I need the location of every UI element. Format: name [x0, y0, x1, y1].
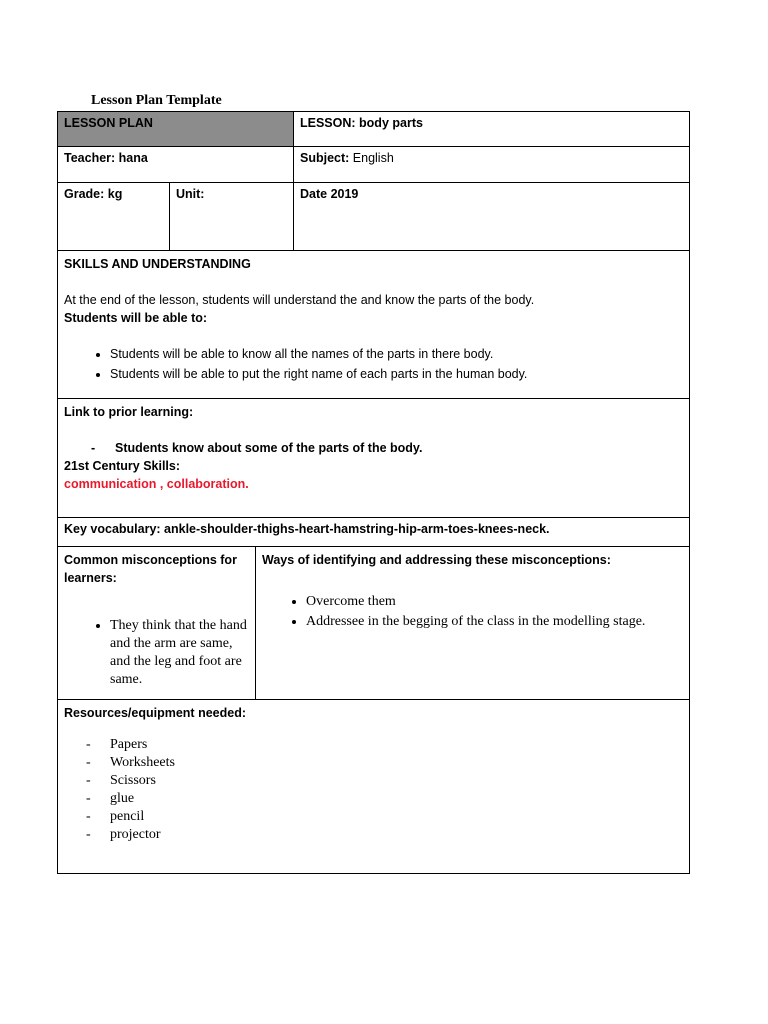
- prior-heading: Link to prior learning:: [64, 405, 194, 419]
- list-item: - Worksheets: [110, 754, 683, 772]
- grade-label: Grade: kg: [64, 187, 123, 201]
- date-label: Date 2019: [300, 187, 359, 201]
- list-item: - glue: [110, 790, 683, 808]
- list-item: - Papers: [110, 736, 683, 754]
- unit-cell: [170, 183, 294, 251]
- lesson-plan-header-cell: [58, 112, 294, 147]
- skills-list: [64, 345, 683, 383]
- resources-heading: Resources/equipment needed:: [64, 706, 246, 720]
- skills-heading: SKILLS AND UNDERSTANDING: [64, 257, 251, 271]
- resources-cell: [58, 700, 690, 874]
- subject-cell: [294, 147, 690, 183]
- misconceptions-right-cell: [256, 547, 690, 700]
- list-item: - Scissors: [110, 772, 683, 790]
- list-item: • Students will be able to put the right name of each parts in the human body.: [110, 365, 683, 383]
- addressing-list: [262, 593, 683, 631]
- century-heading: 21st Century Skills:: [64, 459, 181, 473]
- vocabulary-text: Key vocabulary: ankle-shoulder-thighs-heart-hamstring-hip-arm-toes-knees-neck.: [64, 522, 550, 536]
- list-item: • Students will be able to know all the names of the parts in there body.: [110, 345, 683, 363]
- misconceptions-list: [64, 617, 249, 689]
- grade-cell: [58, 183, 170, 251]
- date-cell: [294, 183, 690, 251]
- lesson-label: LESSON: body parts: [300, 116, 423, 130]
- list-item: - pencil: [110, 808, 683, 826]
- skills-cell: [58, 251, 690, 399]
- lesson-plan-label: LESSON PLAN: [64, 116, 153, 130]
- document-title: Lesson Plan Template: [91, 93, 222, 108]
- prior-list: [64, 439, 683, 457]
- addressing-heading: Ways of identifying and addressing these misconceptions:: [262, 553, 611, 567]
- able-heading: Students will be able to:: [64, 311, 208, 325]
- list-item: • They think that the hand and the arm are same, and the leg and foot are same.: [110, 617, 249, 689]
- subject-label: Subject:: [300, 151, 350, 165]
- skills-intro: At the end of the lesson, students will understand the and know the parts of the body.: [64, 293, 535, 307]
- unit-label: Unit:: [176, 187, 205, 201]
- vocabulary-cell: [58, 518, 690, 547]
- list-item: - Students know about some of the parts of the body.: [115, 439, 683, 457]
- subject-value: English: [349, 151, 394, 165]
- teacher-label: Teacher: hana: [64, 151, 148, 165]
- teacher-cell: [58, 147, 294, 183]
- lesson-cell: [294, 112, 690, 147]
- list-item: • Overcome them: [306, 593, 683, 611]
- misconceptions-heading: Common misconceptions for learners:: [64, 553, 237, 585]
- list-item: - projector: [110, 826, 683, 844]
- misconceptions-left-cell: [58, 547, 256, 700]
- resources-list: [64, 736, 683, 844]
- lesson-plan-table: [57, 111, 690, 874]
- prior-learning-cell: [58, 399, 690, 518]
- century-value: communication , collaboration.: [64, 477, 249, 491]
- list-item: • Addressee in the begging of the class in the modelling stage.: [306, 613, 683, 631]
